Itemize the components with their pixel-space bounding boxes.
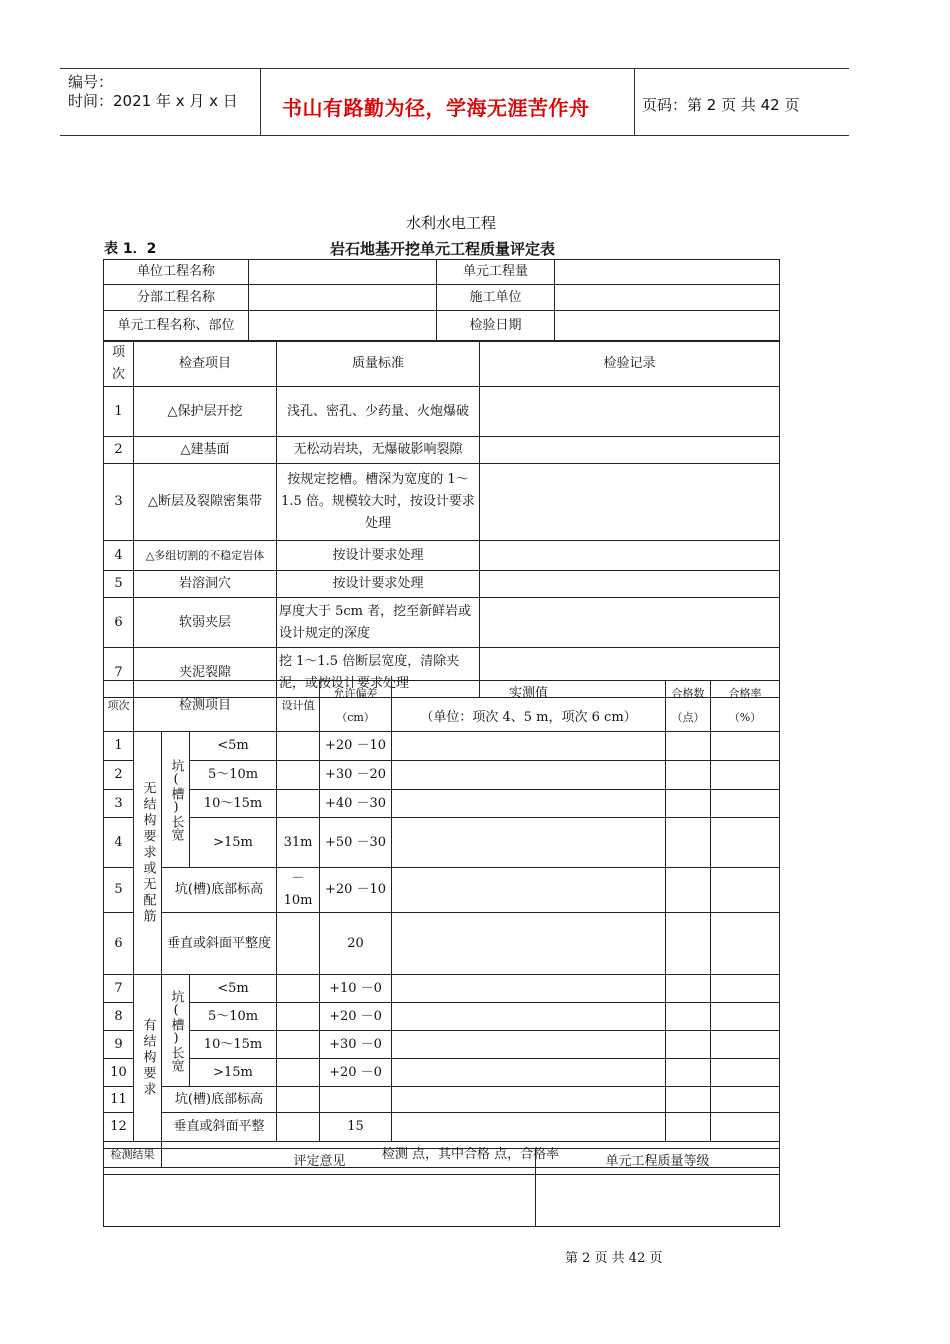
table-row	[104, 541, 780, 571]
row-actual[interactable]	[392, 761, 666, 790]
row-rate[interactable]	[711, 1113, 780, 1142]
row-rate[interactable]	[711, 1003, 780, 1031]
row-actual[interactable]	[392, 790, 666, 818]
row-tolerance: 20	[320, 913, 392, 975]
row-pass[interactable]	[666, 1059, 711, 1087]
row-tolerance: +30 －20	[320, 761, 392, 790]
row-tolerance: +40 －30	[320, 790, 392, 818]
tol-header-line2: （cm）	[336, 711, 375, 724]
row-design[interactable]	[277, 790, 320, 818]
result-label: 检测结果	[104, 1142, 162, 1168]
row-no: 7	[104, 975, 134, 1003]
measurement-table	[103, 680, 780, 1168]
row-item: 10～15m	[190, 790, 277, 818]
row-actual[interactable]	[392, 1059, 666, 1087]
row-no: 6	[104, 598, 134, 648]
row-item: >15m	[190, 1059, 277, 1087]
row-item: 坑(槽)底部标高	[162, 868, 277, 913]
row-design[interactable]	[277, 1059, 320, 1087]
row-rate[interactable]	[711, 790, 780, 818]
rate-header-line1: 合格率	[728, 687, 762, 700]
header-top-rule	[60, 68, 849, 69]
row-standard: 按设计要求处理	[277, 571, 480, 598]
row-item: △保护层开挖	[134, 387, 277, 437]
element-name-label: 单元工程名称、部位	[104, 311, 249, 341]
row-rate[interactable]	[711, 761, 780, 790]
row-no: 4	[104, 541, 134, 571]
row-item: △建基面	[134, 437, 277, 464]
row-pass[interactable]	[666, 1003, 711, 1031]
header-divider	[634, 69, 635, 136]
row-rate[interactable]	[711, 975, 780, 1003]
row-standard: 挖 1～1.5 倍断层宽度，清除夹泥，或按设计要求处理	[277, 648, 480, 698]
table-row	[104, 1113, 780, 1142]
opinion-header: 评定意见	[104, 1149, 536, 1175]
row-record[interactable]	[480, 387, 780, 437]
row-record[interactable]	[480, 541, 780, 571]
row-design[interactable]	[277, 1031, 320, 1059]
row-tolerance: +30 －0	[320, 1031, 392, 1059]
construction-unit-label: 施工单位	[437, 285, 555, 311]
row-pass[interactable]	[666, 790, 711, 818]
table-row	[104, 464, 780, 541]
unit-quantity-label: 单元工程量	[437, 260, 555, 285]
row-record[interactable]	[480, 437, 780, 464]
row-record[interactable]	[480, 598, 780, 648]
row-pass[interactable]	[666, 1087, 711, 1113]
row-pass[interactable]	[666, 818, 711, 868]
row-pass[interactable]	[666, 761, 711, 790]
row-item: △多组切割的不稳定岩体	[134, 541, 277, 571]
info-table	[103, 259, 780, 341]
row-rate[interactable]	[711, 1031, 780, 1059]
m-col-rate-header	[711, 681, 780, 732]
row-standard: 无松动岩块，无爆破影响裂隙	[277, 437, 480, 464]
row-design[interactable]	[277, 1087, 320, 1113]
row-no: 7	[104, 648, 134, 698]
row-no: 2	[104, 437, 134, 464]
row-item: <5m	[190, 732, 277, 761]
row-no: 5	[104, 868, 134, 913]
header-bottom-rule	[60, 135, 849, 136]
row-no: 1	[104, 387, 134, 437]
row-item: 10～15m	[190, 1031, 277, 1059]
row-item: <5m	[190, 975, 277, 1003]
branch-project-label: 分部工程名称	[104, 285, 249, 311]
row-tolerance: +20 －10	[320, 732, 392, 761]
row-actual[interactable]	[392, 818, 666, 868]
table-row	[104, 1031, 780, 1059]
table-row	[104, 437, 780, 464]
row-tolerance	[320, 1087, 392, 1113]
row-tolerance: +10 －0	[320, 975, 392, 1003]
row-actual[interactable]	[392, 1003, 666, 1031]
table-row	[104, 913, 780, 975]
table-row	[104, 598, 780, 648]
table-row	[104, 1059, 780, 1087]
row-tolerance: +20 －0	[320, 1059, 392, 1087]
col-record-header: 检验记录	[480, 342, 780, 387]
row-standard: 按设计要求处理	[277, 541, 480, 571]
row-actual[interactable]	[392, 868, 666, 913]
grade-header: 单元工程质量等级	[536, 1149, 780, 1175]
col-item-header: 检查项目	[134, 342, 277, 387]
row-design[interactable]: 31m	[277, 818, 320, 868]
row-design[interactable]: －10m	[277, 868, 320, 913]
table-row	[104, 975, 780, 1003]
row-actual[interactable]	[392, 913, 666, 975]
result-text[interactable]: 检测 点，其中合格 点，合格率	[162, 1142, 780, 1168]
row-pass[interactable]	[666, 975, 711, 1003]
motto-text: 书山有路勤为径，学海无涯苦作舟	[282, 96, 590, 120]
document-number-label: 编号：	[68, 73, 114, 91]
row-no: 11	[104, 1087, 134, 1113]
element-name-value[interactable]	[249, 311, 437, 341]
m-col-no-header: 项次	[104, 681, 134, 732]
pit-label-b: 坑(槽)长宽	[162, 975, 190, 1087]
row-rate[interactable]	[711, 1087, 780, 1113]
row-no: 8	[104, 1003, 134, 1031]
row-record[interactable]	[480, 464, 780, 541]
row-no: 1	[104, 732, 134, 761]
row-actual[interactable]	[392, 975, 666, 1003]
tol-header-line1: 允许偏差	[333, 687, 378, 700]
table-row	[104, 732, 780, 761]
row-item: △断层及裂隙密集带	[134, 464, 277, 541]
assessment-table	[103, 1148, 780, 1227]
row-design[interactable]	[277, 913, 320, 975]
m-col-pass-header	[666, 681, 711, 732]
actual-header-line2: （单位：项次 4、5 m，项次 6 cm）	[420, 710, 637, 725]
pass-header-line2: （点）	[671, 711, 705, 724]
pass-header-line1: 合格数	[671, 687, 705, 700]
row-standard: 浅孔、密孔、少药量、火炮爆破	[277, 387, 480, 437]
rate-header-line2: （%）	[728, 711, 762, 724]
row-design[interactable]	[277, 761, 320, 790]
table-row	[104, 1087, 780, 1113]
row-no: 5	[104, 571, 134, 598]
document-time: 时间：2021 年 x 月 x 日	[68, 92, 238, 110]
row-pass[interactable]	[666, 1113, 711, 1142]
row-design[interactable]	[277, 975, 320, 1003]
table-row	[104, 387, 780, 437]
m-col-tol-header	[320, 681, 392, 732]
row-actual[interactable]	[392, 1113, 666, 1142]
group-b-label: 有结构要求	[134, 975, 162, 1142]
row-tolerance: 15	[320, 1113, 392, 1142]
inspection-date-value[interactable]	[555, 311, 780, 341]
table-number: 表 1．2	[104, 241, 157, 257]
table-row	[104, 761, 780, 790]
table-row	[104, 818, 780, 868]
table-row	[104, 790, 780, 818]
branch-project-value[interactable]	[249, 285, 437, 311]
table-row	[104, 1003, 780, 1031]
document-category: 水利水电工程	[406, 214, 497, 232]
row-pass[interactable]	[666, 913, 711, 975]
row-item: >15m	[190, 818, 277, 868]
row-no: 9	[104, 1031, 134, 1059]
inspection-table	[103, 341, 780, 698]
row-no: 10	[104, 1059, 134, 1087]
row-item: 岩溶洞穴	[134, 571, 277, 598]
m-col-actual-header	[392, 681, 666, 732]
row-standard: 厚度大于 5cm 者，挖至新鲜岩或设计规定的深度	[277, 598, 480, 648]
row-item: 垂直或斜面平整度	[162, 913, 277, 975]
row-pass[interactable]	[666, 868, 711, 913]
row-rate[interactable]	[711, 732, 780, 761]
row-record[interactable]	[480, 571, 780, 598]
row-no: 4	[104, 818, 134, 868]
row-no: 3	[104, 790, 134, 818]
row-tolerance: +20 －0	[320, 1003, 392, 1031]
row-rate[interactable]	[711, 868, 780, 913]
row-item: 5～10m	[190, 1003, 277, 1031]
table-row	[104, 571, 780, 598]
page-info: 页码：第 2 页 共 42 页	[642, 96, 800, 114]
m-col-design-header: 设计值	[277, 681, 320, 732]
row-no: 12	[104, 1113, 134, 1142]
row-design[interactable]	[277, 1003, 320, 1031]
unit-project-value[interactable]	[249, 260, 437, 285]
row-pass[interactable]	[666, 1031, 711, 1059]
row-actual[interactable]	[392, 732, 666, 761]
row-design[interactable]	[277, 1113, 320, 1142]
row-actual[interactable]	[392, 1031, 666, 1059]
row-item: 软弱夹层	[134, 598, 277, 648]
row-item: 垂直或斜面平整	[162, 1113, 277, 1142]
row-pass[interactable]	[666, 732, 711, 761]
row-design[interactable]	[277, 732, 320, 761]
construction-unit-value[interactable]	[555, 285, 780, 311]
row-actual[interactable]	[392, 1087, 666, 1113]
col-no-header: 项次	[104, 342, 134, 387]
group-a-label: 无结构要求或无配筋	[134, 732, 162, 975]
row-no: 6	[104, 913, 134, 975]
row-tolerance: +20 －10	[320, 868, 392, 913]
document-title: 岩石地基开挖单元工程质量评定表	[330, 240, 556, 258]
row-rate[interactable]	[711, 818, 780, 868]
inspection-date-label: 检验日期	[437, 311, 555, 341]
unit-quantity-value[interactable]	[555, 260, 780, 285]
col-standard-header: 质量标准	[277, 342, 480, 387]
opinion-field[interactable]	[104, 1175, 536, 1227]
row-rate[interactable]	[711, 1059, 780, 1087]
unit-project-label: 单位工程名称	[104, 260, 249, 285]
header-divider	[260, 69, 261, 136]
row-standard: 按规定挖槽。槽深为宽度的 1～1.5 倍。规模较大时，按设计要求处理	[277, 464, 480, 541]
row-item: 夹泥裂隙	[134, 648, 277, 698]
footer-page-number: 第 2 页 共 42 页	[565, 1251, 663, 1266]
row-no: 2	[104, 761, 134, 790]
pit-label-a: 坑(槽)长宽	[162, 732, 190, 868]
row-no: 3	[104, 464, 134, 541]
actual-header-line1: 实测值	[509, 686, 549, 701]
row-tolerance: +50 －30	[320, 818, 392, 868]
row-rate[interactable]	[711, 913, 780, 975]
row-item: 坑(槽)底部标高	[162, 1087, 277, 1113]
m-col-item-header: 检测项目	[134, 681, 277, 732]
grade-field[interactable]	[536, 1175, 780, 1227]
row-item: 5～10m	[190, 761, 277, 790]
table-row	[104, 868, 780, 913]
